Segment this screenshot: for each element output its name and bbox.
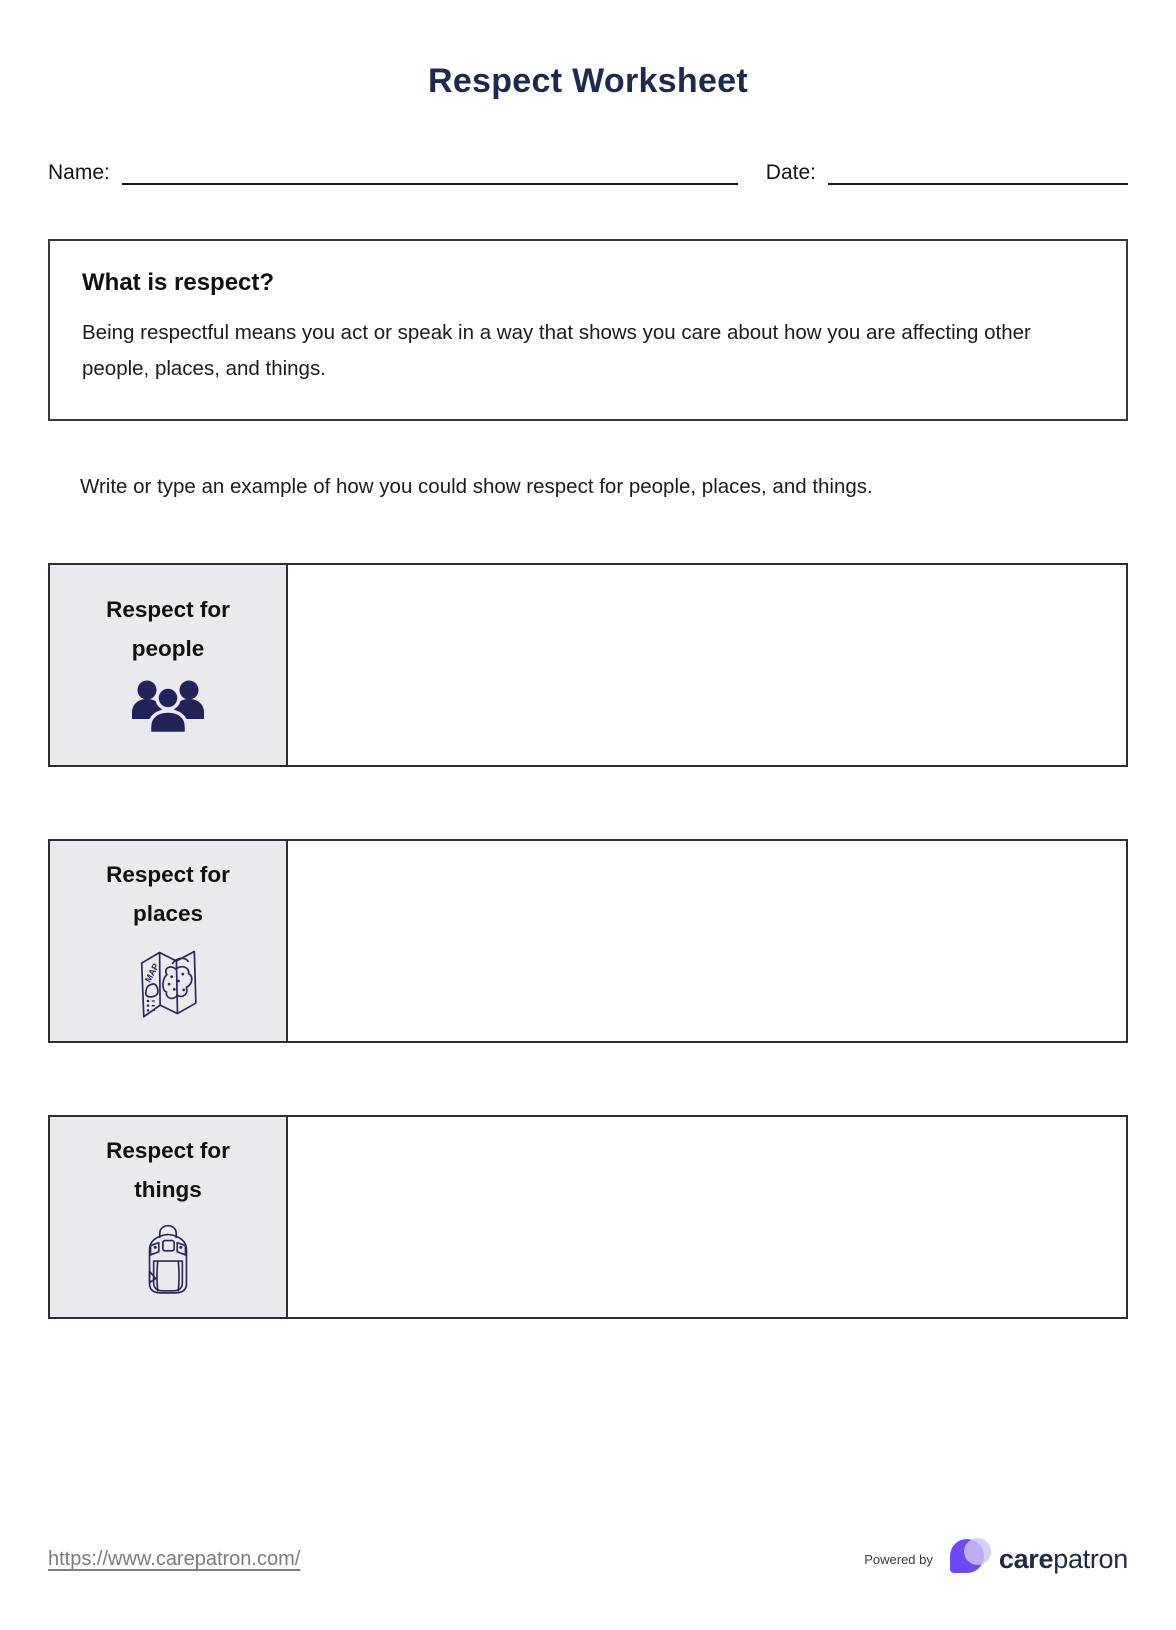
row-label-cell-people (50, 565, 288, 765)
people-group-icon (130, 677, 206, 740)
answer-cell-people[interactable] (288, 565, 1126, 765)
row-label-line1: Respect for (106, 1137, 230, 1163)
date-input-line[interactable] (828, 157, 1128, 185)
page-title: Respect Worksheet (427, 62, 749, 100)
answer-cell-places[interactable] (288, 841, 1126, 1041)
row-label-line1: Respect for (106, 861, 230, 887)
answer-cell-things[interactable] (288, 1117, 1126, 1317)
backpack-icon (138, 1218, 198, 1303)
brand-care-text: care (998, 1544, 1054, 1574)
respect-row-places (48, 839, 1128, 1043)
name-date-row (48, 157, 1128, 185)
footer (48, 1536, 1128, 1583)
carepatron-link[interactable]: https://www.carepatron.com/ (48, 1548, 301, 1570)
respect-row-people (48, 563, 1128, 767)
folded-map-icon (130, 942, 206, 1027)
row-label-line1: Respect for (106, 596, 230, 622)
info-box-heading: What is respect? (82, 269, 275, 296)
respect-row-things (48, 1115, 1128, 1319)
name-input-line[interactable] (122, 157, 738, 185)
powered-by-group (864, 1536, 1128, 1583)
date-label: Date: (765, 160, 816, 184)
carepatron-logo-icon (945, 1536, 991, 1583)
row-label-cell-places (50, 841, 288, 1041)
row-label-line2: people (131, 636, 205, 662)
carepatron-wordmark (999, 1544, 1128, 1575)
name-label: Name: (48, 160, 110, 184)
row-label-line2: places (132, 901, 204, 927)
instruction-text: Write or type an example of how you could show respect for people, places, and things. (80, 474, 873, 498)
row-label-line2: things (134, 1177, 202, 1203)
brand-patron-text: patron (1053, 1544, 1128, 1574)
powered-by-label: Powered by (864, 1552, 933, 1567)
info-box-body: Being respectful means you act or speak in a way that shows you care about how you are affecting other people, places, and things. (82, 321, 1031, 380)
svg-text:MAP: MAP (142, 961, 161, 984)
row-label-cell-things (50, 1117, 288, 1317)
what-is-respect-box (48, 239, 1128, 421)
